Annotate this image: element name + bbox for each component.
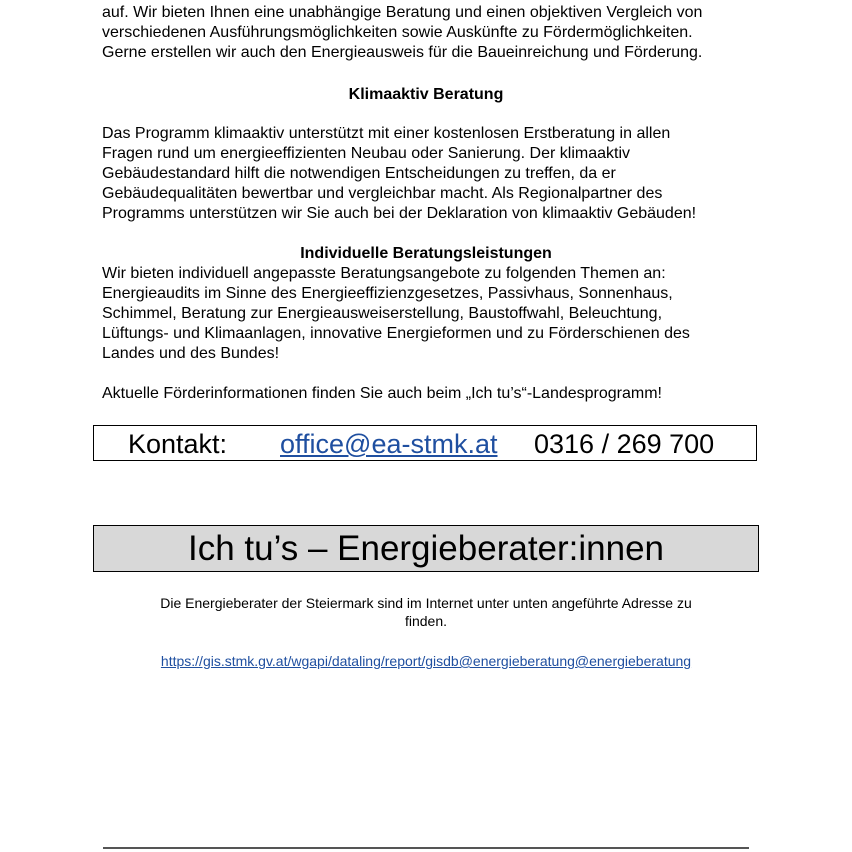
foerder-note: [102, 384, 762, 404]
contact-box: [93, 425, 757, 461]
energieberater-url-link[interactable]: https://gis.stmk.gv.at/wgapi/dataling/report/gisdb@energieberatung@energieberatung: [160, 653, 692, 669]
contact-email-link[interactable]: office@ea-stmk.at: [280, 429, 498, 459]
bottom-divider: [103, 847, 749, 849]
foerder-note-text: Aktuelle Förderinformationen finden Sie auch beim „Ich tu’s“-Landesprogramm!: [102, 385, 662, 402]
intro-line: auf. Wir bieten Ihnen eine unabhängige Beratung und einen objektiven Vergleich von: [102, 4, 703, 21]
individual-line: Lüftungs- und Klimaanlagen, innovative Energieformen und zu Förderschienen des: [102, 325, 690, 342]
individual-heading: Individuelle Beratungsleistungen: [300, 245, 552, 262]
individual-line: Wir bieten individuell angepasste Beratungsangebote zu folgenden Themen an:: [102, 265, 666, 282]
energieberater-banner: Ich tu’s – Energieberater:innen: [93, 525, 759, 572]
klimaaktiv-line: Gebäudestandard hilft die notwendigen Entscheidungen zu treffen, da er: [102, 165, 616, 182]
intro-line: Gerne erstellen wir auch den Energieausweis für die Baueinreichung und Förderung.: [102, 44, 703, 61]
individual-line: Landes und des Bundes!: [102, 345, 280, 362]
klimaaktiv-line: Gebäudequalitäten bewertbar und vergleichbar macht. Als Regionalpartner des: [102, 185, 663, 202]
energieberater-text-line: Die Energieberater der Steiermark sind im Internet unter unten angeführte Adresse zu: [160, 595, 692, 611]
klimaaktiv-line: Das Programm klimaaktiv unterstützt mit einer kostenlosen Erstberatung in allen: [102, 125, 671, 142]
intro-paragraph: [102, 3, 762, 63]
individual-paragraph: [102, 264, 762, 364]
contact-label: Kontakt:: [128, 429, 228, 459]
contact-phone: 0316 / 269 700: [534, 429, 715, 459]
klimaaktiv-line: Fragen rund um energieeffizienten Neubau oder Sanierung. Der klimaaktiv: [102, 145, 631, 162]
energieberater-text: [94, 594, 758, 630]
intro-line: verschiedenen Ausführungsmöglichkeiten sowie Auskünfte zu Fördermöglichkeiten.: [102, 24, 693, 41]
energieberater-text-line: finden.: [404, 613, 448, 629]
individual-line: Schimmel, Beratung zur Energieausweiserstellung, Baustoffwahl, Beleuchtung,: [102, 305, 663, 322]
individual-line: Energieaudits im Sinne des Energieeffizienzgesetzes, Passivhaus, Sonnenhaus,: [102, 285, 673, 302]
klimaaktiv-paragraph: [102, 124, 762, 224]
klimaaktiv-heading: Klimaaktiv Beratung: [348, 86, 504, 103]
klimaaktiv-line: Programms unterstützen wir Sie auch bei der Deklaration von klimaaktiv Gebäuden!: [102, 205, 697, 222]
